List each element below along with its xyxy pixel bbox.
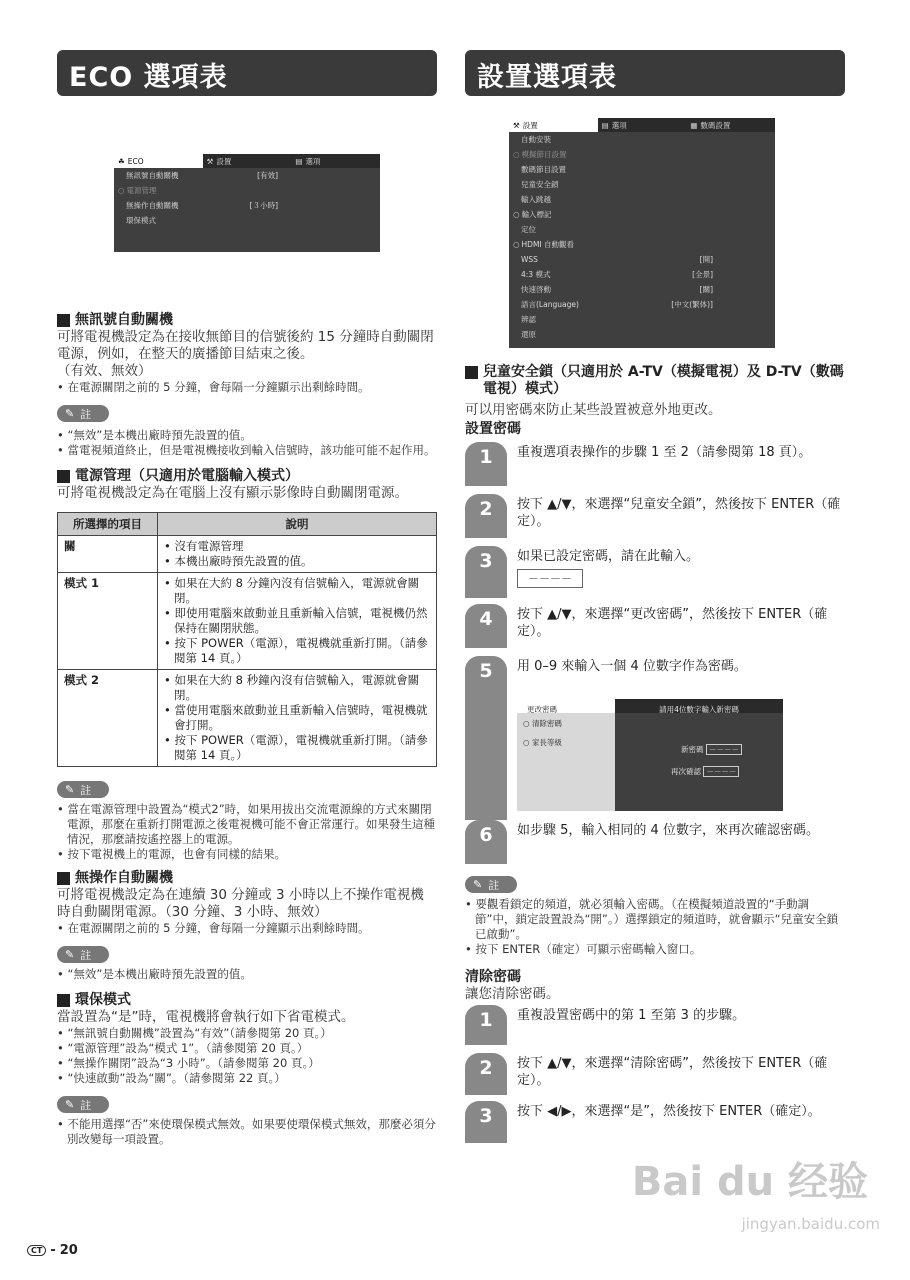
section-body: 可將電視機設定為在連續 30 分鐘或 3 小時以上不操作電視機時自動關閉電源。（30 分鐘、3 小時、無效）	[57, 887, 424, 920]
password-box[interactable]: －－－－	[517, 569, 583, 588]
clear-step-2: 2 按下 ▲/▼，來選擇“清除密碼”，然後按下 ENTER（確定）。	[465, 1053, 845, 1095]
setup-tv-tabs	[509, 118, 775, 132]
tv-row: 數碼節目設置	[521, 165, 566, 174]
note-badge: ✎ 註	[57, 405, 109, 422]
new-password-row: 新密碼 －－－－	[681, 741, 742, 758]
step-1: 1 重複選項表操作的步驟 1 至 2（請參閱第 18 頁）。	[465, 442, 845, 486]
section-heading: 無操作自動關機	[57, 870, 437, 887]
pencil-icon: ✎	[65, 783, 75, 796]
section-heading: 環保模式	[57, 992, 437, 1009]
table-row: 關 • 沒有電源管理 • 本機出廠時預先設置的值。	[58, 536, 437, 573]
tv-row: ○ 輸入標記	[509, 207, 775, 222]
sub-heading: 清除密碼	[465, 969, 521, 985]
clear-step-1: 1 重複設置密碼中的第 1 至第 3 的步驟。	[465, 1005, 845, 1045]
setup-menu-banner: 設置選項表	[465, 50, 845, 96]
step-4: 4 按下 ▲/▼，來選擇“更改密碼”，然後按下 ENTER（確定）。	[465, 604, 845, 648]
options-tab: ▤ 選項	[601, 120, 627, 130]
tv-row: 4:3 模式 [全景]	[521, 270, 713, 279]
tv-row: WSS [開]	[521, 255, 713, 264]
no-signal-section	[57, 312, 437, 458]
note-badge: ✎ 註	[57, 1096, 109, 1113]
note-bullet: • 當在電源管理中設置為“模式2”時，如果用拔出交流電源線的方式來關閉電源，那麼在重新打開電源之後電視機可能不會正常運行。如果發生這種情況，那麼請按遙控器上的電源。	[57, 802, 437, 847]
section-options: （有效、無效）	[57, 363, 152, 379]
table-row: 模式 2 • 如果在大約 8 秒鐘內沒有信號輸入，電源就會關閉。 • 當使用電腦來啟動並且重新輸入信號時，電視機就會打開。 • 按下 POWER（電源），電視機就重新打開。（請參閱第 14 頁。）	[58, 670, 437, 767]
note-bullet: • 當電視頻道終止，但是電視機接收到輸入信號時，該功能可能不起作用。	[57, 443, 437, 458]
password-header: 請用4位數字輸入新密碼	[615, 699, 783, 713]
section-body: 可將電視機設定為在電腦上沒有顯示影像時自動關閉電源。	[57, 485, 408, 501]
step-6: 6 如步驟 5，輸入相同的 4 位數字，來再次確認密碼。	[465, 820, 845, 864]
wrench-icon: ⚒	[206, 156, 214, 166]
no-operation-section	[57, 870, 437, 982]
step-5: 5 用 0–9 來輸入一個 4 位數字作為密碼。 更改密碼 ○ 清除密碼 ○ 家長等級 請用4位數字輸入新密碼 新密碼 －－－－ 再次確認 －－－－	[465, 656, 845, 820]
tv-row: 無操作自動關機 [３小時]	[126, 201, 278, 210]
tv-row: ○ 模擬節目設置	[509, 147, 775, 162]
note-badge: ✎ 註	[465, 876, 517, 893]
setup-tab: ⚒ 設置	[509, 118, 598, 132]
power-table	[57, 512, 437, 767]
confirm-password-input[interactable]: －－－－	[703, 766, 739, 777]
setup-tv-menu	[509, 118, 775, 348]
eco-tv-tabs	[114, 154, 380, 168]
section-body: 可將電視機設定為在接收無節目的信號後約 15 分鐘時自動關閉電源，例如，在整天的廣播節目結束之後。	[57, 329, 434, 362]
note-bullet: • 按下 ENTER（確定）可顯示密碼輸入窗口。	[465, 942, 845, 957]
note-bullet: • “無效”是本機出廠時預先設置的值。	[57, 967, 437, 982]
watermark-url: jingyan.baidu.com	[741, 1215, 880, 1233]
tv-row: 定位	[521, 225, 536, 234]
pencil-icon: ✎	[65, 1098, 75, 1111]
tv-row: ○ 電源管理	[114, 183, 380, 198]
section-heading: 無訊號自動關機	[57, 312, 437, 329]
note-bullet: • 要觀看鎖定的頻道，就必須輸入密碼。（在模擬頻道設置的“手動調節”中，鎖定設置設為“開”。）選擇鎖定的頻道時，就會顯示“兒童安全鎖已啟動”。	[465, 897, 845, 942]
region-code: CT	[27, 1245, 46, 1256]
sub-heading: 設置密碼	[465, 421, 521, 437]
clear-step-3: 3 按下 ◀/▶，來選擇“是”，然後按下 ENTER（確定）。	[465, 1101, 845, 1143]
bullet: • “電源管理”設為“模式 1”。（請參閱第 20 頁。）	[57, 1041, 437, 1056]
section-body: 可以用密碼來防止某些設置被意外地更改。	[465, 402, 722, 418]
step-2: 2 按下 ▲/▼，來選擇“兒童安全鎖”，然後按下 ENTER（確定）。	[465, 494, 845, 538]
eco-tab: ☘ ECO	[114, 154, 203, 168]
tv-row: 還原	[521, 330, 536, 339]
eco-menu-banner: ECO 選項表	[57, 50, 437, 96]
page-footer: CT - 20	[27, 1243, 78, 1258]
tv-row: 語言(Language) [中文(繁体)]	[521, 300, 713, 309]
tv-row: 無訊號自動關機 [有效]	[126, 171, 278, 180]
child-lock-section	[465, 364, 845, 957]
bullet: • “無操作關閉”設為“3 小時”。（請參閱第 20 頁。）	[57, 1056, 437, 1071]
tv-row: ○ HDMI 自動觀看	[509, 237, 775, 252]
eco-mode-section	[57, 992, 437, 1147]
note-bullet: • 不能用選擇“否”來使環保模式無效。如果要使環保模式無效，那麼必須分別改變每一項設置。	[57, 1117, 437, 1147]
menu-item: ○ 家長等級	[523, 738, 562, 747]
section-heading: 電源管理（只適用於電腦輸入模式）	[57, 468, 437, 485]
note-icon: ▤	[601, 120, 609, 130]
digital-setup-tab: ▦ 數碼設置	[690, 120, 731, 130]
change-password-tab: 更改密碼	[517, 699, 615, 713]
tv-row: 兒童安全鎖	[521, 180, 559, 189]
table-header: 說明	[158, 513, 437, 536]
setup-tab: ⚒ 設置	[206, 156, 232, 166]
eco-tv-menu	[114, 154, 380, 252]
page-number: 20	[59, 1243, 78, 1258]
clear-password-section	[465, 969, 845, 1143]
wrench-icon: ⚒	[513, 120, 520, 130]
bullet: • 在電源關閉之前的 5 分鐘，會每隔一分鐘顯示出剩餘時間。	[57, 921, 437, 936]
left-column	[57, 50, 437, 1147]
menu-item: ○ 清除密碼	[523, 719, 562, 728]
table-header: 所選擇的項目	[58, 513, 158, 536]
note-bullet: • 按下電視機上的電源，也會有同樣的結果。	[57, 847, 437, 862]
leaf-icon: ☘	[118, 156, 125, 166]
tv-row: 辨認	[521, 315, 536, 324]
note-badge: ✎ 註	[57, 946, 109, 963]
step-3: 3 如果已設定密碼，請在此輸入。 －－－－	[465, 546, 845, 598]
password-menu	[517, 699, 783, 811]
note-badge: ✎ 註	[57, 781, 109, 798]
section-body: 讓您清除密碼。	[465, 986, 560, 1002]
power-management-section	[57, 468, 437, 862]
bullet: • “快速啟動”設為“關”。（請參閱第 22 頁。）	[57, 1071, 437, 1086]
pencil-icon: ✎	[473, 878, 483, 891]
bullet: • 在電源關閉之前的 5 分鐘，會每隔一分鐘顯示出剩餘時間。	[57, 380, 437, 395]
note-icon: ▤	[295, 156, 303, 166]
tv-row: 自動安裝	[521, 135, 551, 144]
tv-row: 快速啓動 [關]	[521, 285, 713, 294]
grid-icon: ▦	[690, 120, 698, 130]
section-body: 當設置為“是”時，電視機將會執行如下省電模式。	[57, 1009, 355, 1025]
bullet: • “無訊號自動關機”設置為“有效”（請參閱第 20 頁。）	[57, 1026, 437, 1041]
pencil-icon: ✎	[65, 407, 75, 420]
new-password-input[interactable]: －－－－	[706, 744, 742, 755]
tv-row: 環保模式	[126, 216, 156, 225]
confirm-password-row: 再次確認 －－－－	[671, 763, 739, 780]
right-column	[465, 50, 845, 1143]
note-bullet: • “無效”是本機出廠時預先設置的值。	[57, 428, 437, 443]
section-heading: 兒童安全鎖（只適用於 A-TV（模擬電視）及 D-TV（數碼電視）模式）	[465, 364, 845, 398]
watermark: Bai du 经验	[631, 1159, 868, 1205]
pencil-icon: ✎	[65, 948, 75, 961]
options-tab: ▤ 選項	[295, 156, 321, 166]
table-row: 模式 1 • 如果在大約 8 分鐘內沒有信號輸入，電源就會關閉。 • 即使用電腦來啟動並且重新輸入信號，電視機仍然保持在關閉狀態。 • 按下 POWER（電源），電視機就重新打開。（請參閱第 14 頁。）	[58, 573, 437, 670]
tv-row: 輸入跳越	[521, 195, 551, 204]
